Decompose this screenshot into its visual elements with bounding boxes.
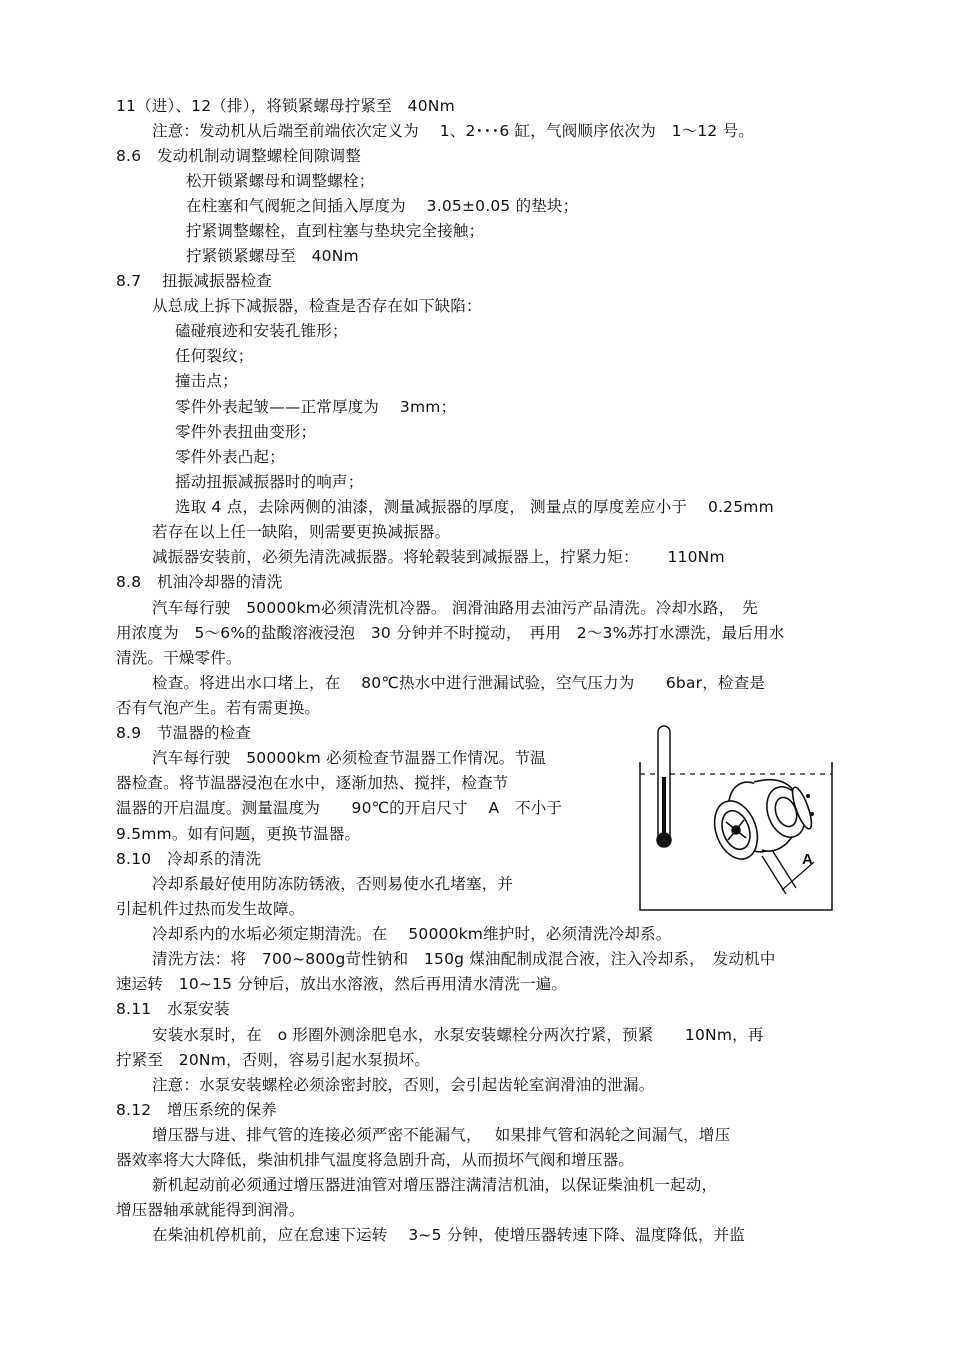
text-line: 温器的开启温度。测量温度为 90℃的开启尺寸 A 不小于 (116, 799, 563, 817)
section-heading: 8.12 增压系统的保养 (116, 1101, 277, 1119)
text-line: 新机起动前必须通过增压器进油管对增压器注满清洁机油，以保证柴油机一起动， (152, 1176, 718, 1194)
text-line: 清洗方法：将 700~800g苛性钠和 150g 煤油配制成混合液，注入冷却系， 发动机中 (152, 950, 776, 968)
text-line: 在柴油机停机前，应在怠速下运转 3~5 分钟，使增压器转速下降、温度降低，并监 (152, 1226, 746, 1244)
text-line: 松开锁紧螺母和调整螺栓； (186, 172, 375, 190)
text-line: 在柱塞和气阀轭之间插入厚度为 3.05±0.05 的垫块； (186, 197, 579, 215)
text-line: 否有气泡产生。若有需更换。 (116, 699, 321, 717)
text-line: 摇动扭振减振器时的响声； (175, 473, 364, 491)
section-heading: 8.8 机油冷却器的清洗 (116, 573, 283, 591)
text-line: 9.5mm。如有问题，更换节温器。 (116, 825, 361, 843)
text-line: 增压器轴承就能得到润滑。 (116, 1201, 305, 1219)
text-line: 减振器安装前，必须先清洗减振器。将轮毂装到减振器上，拧紧力矩： 110Nm (152, 548, 725, 566)
text-line: 拧紧至 20Nm，否则，容易引起水泵损坏。 (116, 1051, 431, 1069)
text-line: 撞击点； (175, 372, 238, 390)
thermostat-test-illustration (636, 722, 836, 912)
text-line: 清洗。干燥零件。 (116, 649, 242, 667)
text-line: 汽车每行驶 50000km必须清洗机冷器。 润滑油路用去油污产品清洗。冷却水路， 先 (152, 599, 758, 617)
figure-label-a: A (802, 851, 813, 868)
text-line: 引起机件过热而发生故障。 (116, 900, 305, 918)
text-line: 11（进）、12（排），将锁紧螺母拧紧至 40Nm (116, 97, 455, 115)
text-line: 增压器与进、排气管的连接必须严密不能漏气， 如果排气管和涡轮之间漏气，增压 (152, 1126, 731, 1144)
text-line: 检查。将进出水口堵上，在 80℃热水中进行泄漏试验，空气压力为 6bar，检查是 (152, 674, 766, 692)
text-line: 从总成上拆下减振器，检查是否存在如下缺陷： (152, 297, 482, 315)
text-line: 零件外表凸起； (175, 448, 285, 466)
section-heading: 8.7 扭振减振器检查 (116, 272, 272, 290)
section-heading: 8.9 节温器的检查 (116, 724, 252, 742)
text-line: 选取 4 点，去除两侧的油漆，测量减振器的厚度， 测量点的厚度差应小于 0.25mm (175, 498, 774, 516)
text-line: 速运转 10~15 分钟后，放出水溶液，然后再用清水清洗一遍。 (116, 975, 568, 993)
text-line: 零件外表起皱——正常厚度为 3mm； (175, 398, 457, 416)
text-line: 器检查。将节温器浸泡在水中，逐渐加热、搅拌，检查节 (116, 774, 509, 792)
text-line: 冷却系最好使用防冻防锈液，否则易使水孔堵塞，并 (152, 875, 514, 893)
text-line: 磕碰痕迹和安装孔锥形； (175, 322, 348, 340)
text-line: 冷却系内的水垢必须定期清洗。在 50000km维护时，必须清洗冷却系。 (152, 925, 672, 943)
text-line: 汽车每行驶 50000km 必须检查节温器工作情况。节温 (152, 749, 546, 767)
text-line: 若存在以上任一缺陷，则需要更换减振器。 (152, 523, 451, 541)
text-line: 安装水泵时，在 o 形圈外测涂肥皂水，水泵安装螺栓分两次拧紧，预紧 10Nm，再 (152, 1026, 764, 1044)
text-line: 零件外表扭曲变形； (175, 423, 317, 441)
text-line: 任何裂纹； (175, 347, 254, 365)
section-heading: 8.11 水泵安装 (116, 1000, 230, 1018)
text-line: 注意：水泵安装螺栓必须涂密封胶，否则，会引起齿轮室润滑油的泄漏。 (152, 1076, 655, 1094)
text-line: 注意：发动机从后端至前端依次定义为 1、2･･･6 缸，气阀顺序依次为 1～12 号。 (152, 122, 755, 140)
text-line: 用浓度为 5～6%的盐酸溶液浸泡 30 分钟并不时搅动， 再用 2～3%苏打水漂洗，最后用水 (116, 624, 785, 642)
text-line: 拧紧调整螺栓，直到柱塞与垫块完全接触； (186, 222, 485, 240)
section-heading: 8.10 冷却系的清洗 (116, 850, 262, 868)
text-line: 拧紧锁紧螺母至 40Nm (186, 247, 359, 265)
text-line: 器效率将大大降低，柴油机排气温度将急剧升高，从而损坏气阀和增压器。 (116, 1151, 635, 1169)
section-heading: 8.6 发动机制动调整螺栓间隙调整 (116, 147, 362, 165)
